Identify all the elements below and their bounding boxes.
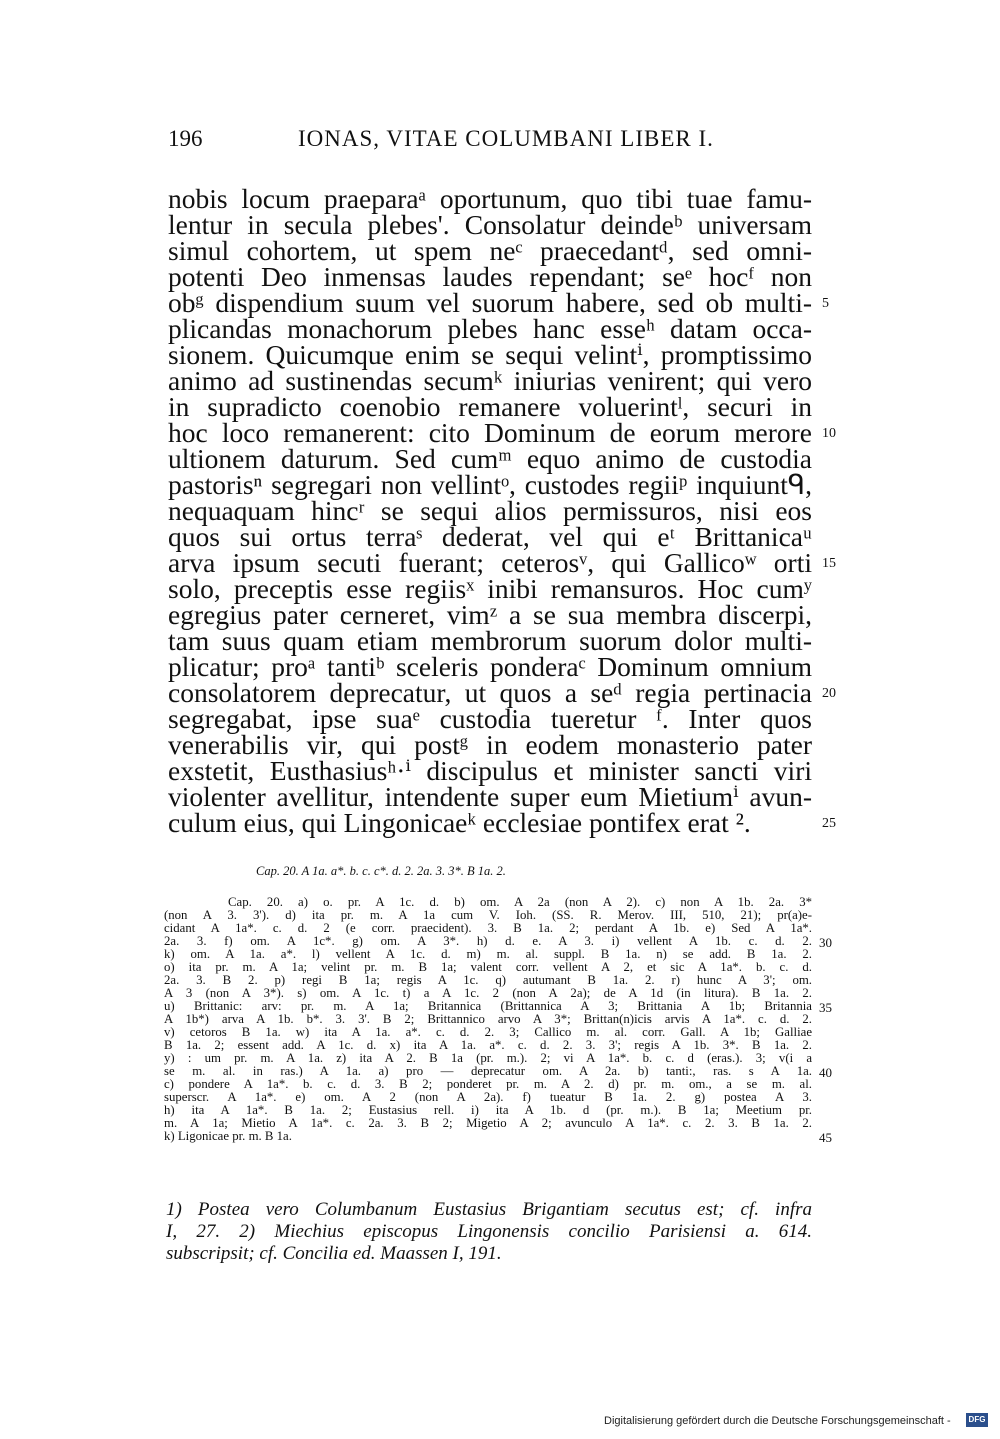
line-number: 10 [822, 426, 836, 441]
apparatus-line: m. A 1a; Mietio A 1a*. c. 2a. 3. B 2; Migetio A 2; avunculo A 1a*. c. 2. 3. B 1a. 2. [164, 1116, 812, 1130]
apparatus-line: k) om. A 1a. a*. l) vellent A 1c. d. m) m. al. suppl. B 1a. n) se add. B 1a. 2. [164, 947, 812, 961]
main-text-line: exstetit, Eusthasiusʰ·ⁱ discipulus et minister sancti viri [168, 755, 812, 786]
apparatus-line: k) Ligonicae pr. m. B 1a. [164, 1129, 292, 1143]
main-text-line: venerabilis vir, qui postᵍ in eodem monasterio pater [168, 729, 812, 760]
main-text-line: plicandas monachorum plebes hanc esseʰ datam occa- [168, 313, 812, 344]
main-text-line: egregius pater cerneret, vimᶻ a se sua membra discerpi, [168, 599, 812, 630]
main-text-line: obᵍ dispendium suum vel suorum habere, sed ob multi- [168, 287, 812, 318]
sources-line: Cap. 20. A 1a. a*. b. c. c*. d. 2. 2a. 3. 3*. B 1a. 2. [256, 864, 506, 878]
main-text-line: sionem. Quicumque enim se sequi velintⁱ, promptissimo [168, 339, 812, 370]
main-text-line: lentur in secula plebes'. Consolatur deindeᵇ universam [168, 209, 812, 240]
apparatus-line: (non A 3. 3'). d) ita pr. m. A 1a cum V. Ioh. (SS. R. Merov. III, 510, 21); pr(a)e- [164, 908, 812, 922]
line-number: 20 [822, 686, 836, 701]
apparatus-line: 2a. 3. f) om. A 1c*. g) om. A 3*. h) d. e. A 3. i) vellent A 1b. c. d. 2. [164, 934, 812, 948]
apparatus-line: Cap. 20. a) o. pr. A 1c. d. b) om. A 2a (non A 2). c) non A 1b. 2a. 3* [228, 895, 812, 909]
main-text-line: nequaquam hincʳ se sequi alios permissuros, nisi eos [168, 495, 812, 526]
apparatus-line: 2a. 3. B 2. p) regi B 1a; regis A 1c. q) autumant B 1a. 2. r) hunc A 3'; om. [164, 973, 812, 987]
main-text-line: culum eius, qui Lingonicaeᵏ ecclesiae pontifex erat ². [168, 807, 751, 838]
footnote-line: subscripsit; cf. Concilia ed. Maassen I, 191. [166, 1243, 502, 1264]
main-text-line: in supradicto coenobio remanere voluerintˡ, securi in [168, 391, 812, 422]
apparatus-line: u) Brittanic: arv: pr. m. A 1a; Britannica (Brittannica A 3; Brittania A 1b; Britannia [164, 999, 812, 1013]
apparatus-line: B 1a. 2; essent add. A 1c. d. x) ita A 1a. a*. c. d. 2. 3. 3'; regis A 1b. 3*. B 1a. 2. [164, 1038, 812, 1052]
main-text-line: plicatur; proᵃ tantiᵇ sceleris ponderaᶜ Dominum omnium [168, 651, 812, 682]
apparatus-line: y) : um pr. m. A 1a. z) ita A 2. B 1a (pr. m.). 2; vi A 1a*. b. c. d (eras.). 3; v(i a [164, 1051, 812, 1065]
apparatus-line-number: 45 [819, 1130, 832, 1145]
apparatus-line: cidant A 1a*. c. d. 2 (e corr. praecident). 3. B 1a. 2; perdant A 1b. e) Sed A 1a*. [164, 921, 812, 935]
main-text-line: consolatorem deprecatur, ut quos a seᵈ regia pertinacia [168, 677, 812, 708]
main-text-line: ultionem daturum. Sed cumᵐ equo animo de custodia [168, 443, 812, 474]
apparatus-line: A 3 (non A 3*). s) om. A 1c. t) a A 1c. 2 (non A 2a); de A 1d (in litura). B 1a. 2. [164, 986, 812, 1000]
apparatus-line-number: 40 [819, 1065, 832, 1080]
main-text-line: arva ipsum secuti fuerant; ceterosᵛ, qui Gallicoʷ orti [168, 547, 812, 578]
main-text-line: solo, preceptis esse regiisˣ inibi remansuros. Hoc cumʸ [168, 573, 812, 604]
apparatus-line-number: 35 [819, 1000, 832, 1015]
digitization-note: Digitalisierung gefördert durch die Deutsche Forschungsgemeinschaft - [604, 1415, 951, 1427]
apparatus-line: superscr. A 1a*. e) om. A 2 (non A 2a). f) tueatur B 1a. 2. g) postea A 3. [164, 1090, 812, 1104]
main-text-line: segregabat, ipse suaᵉ custodia tueretur ᶠ. Inter quos [168, 703, 812, 734]
apparatus-line: v) cetoros B 1a. w) ita A 1a. a*. c. d. 2. 3; Callico m. al. corr. Gall. A 1b; Galliae [164, 1025, 812, 1039]
main-text-line: potenti Deo inmensas laudes rependant; seᵉ hocᶠ non [168, 261, 812, 292]
apparatus-line-number: 30 [819, 935, 832, 950]
footnote-line: I, 27. 2) Miechius episcopus Lingonensis concilio Parisiensi a. 614. [166, 1221, 812, 1242]
main-text-line: violenter avellitur, intendente super eum Mietiumⁱ avun- [168, 781, 812, 812]
main-text-line: simul cohortem, ut spem neᶜ praecedantᵈ, sed omni- [168, 235, 812, 266]
main-text-line: quos sui ortus terraˢ dederat, vel qui eᵗ Brittanicaᵘ [168, 521, 812, 552]
apparatus-line: A 1b*) arva A 1b. b*. 3. 3'. B 2; Brittannico arvo A 3*; Brittan(n)icis arvis A 1a*. c. d. 2. [164, 1012, 812, 1026]
running-title: IONAS, VITAE COLUMBANI LIBER I. [298, 126, 714, 151]
dfg-logo: DFG [966, 1413, 988, 1427]
main-text-line: pastorisⁿ segregari non vellintᵒ, custodes regiiᵖ inquiuntᑫ, [168, 469, 812, 500]
main-text-line: nobis locum praeparaᵃ oportunum, quo tibi tuae famu- [168, 183, 812, 214]
line-number: 15 [822, 556, 836, 571]
footnote-line: 1) Postea vero Columbanum Eustasius Brigantiam secutus est; cf. infra [166, 1199, 812, 1220]
apparatus-line: h) ita A 1a*. B 1a. 2; Eustasius rell. i) ita A 1b. d (pr. m.). B 1a; Meetium pr. [164, 1103, 812, 1117]
main-text-line: tam suus quam etiam membrorum suorum dolor multi- [168, 625, 812, 656]
apparatus-line: o) ita pr. m. A 1a; velint pr. m. B 1a; valent corr. vellent A 2, et sic A 1a*. b. c. d. [164, 960, 812, 974]
main-text-line: hoc loco remanerent: cito Dominum de eorum merore [168, 417, 812, 448]
line-number: 25 [822, 816, 836, 831]
page-number: 196 [168, 126, 203, 151]
main-text-line: animo ad sustinendas secumᵏ iniurias venirent; qui vero [168, 365, 812, 396]
line-number: 5 [822, 296, 829, 311]
apparatus-line: c) pondere A 1a*. b. c. d. 3. B 2; ponderet pr. m. A 2. d) pr. m. om., a se m. al. [164, 1077, 812, 1091]
apparatus-line: se m. al. in ras.) A 1a. a) pro — deprecatur om. A 2a. b) tanti:, ras. s A 1a. [164, 1064, 812, 1078]
